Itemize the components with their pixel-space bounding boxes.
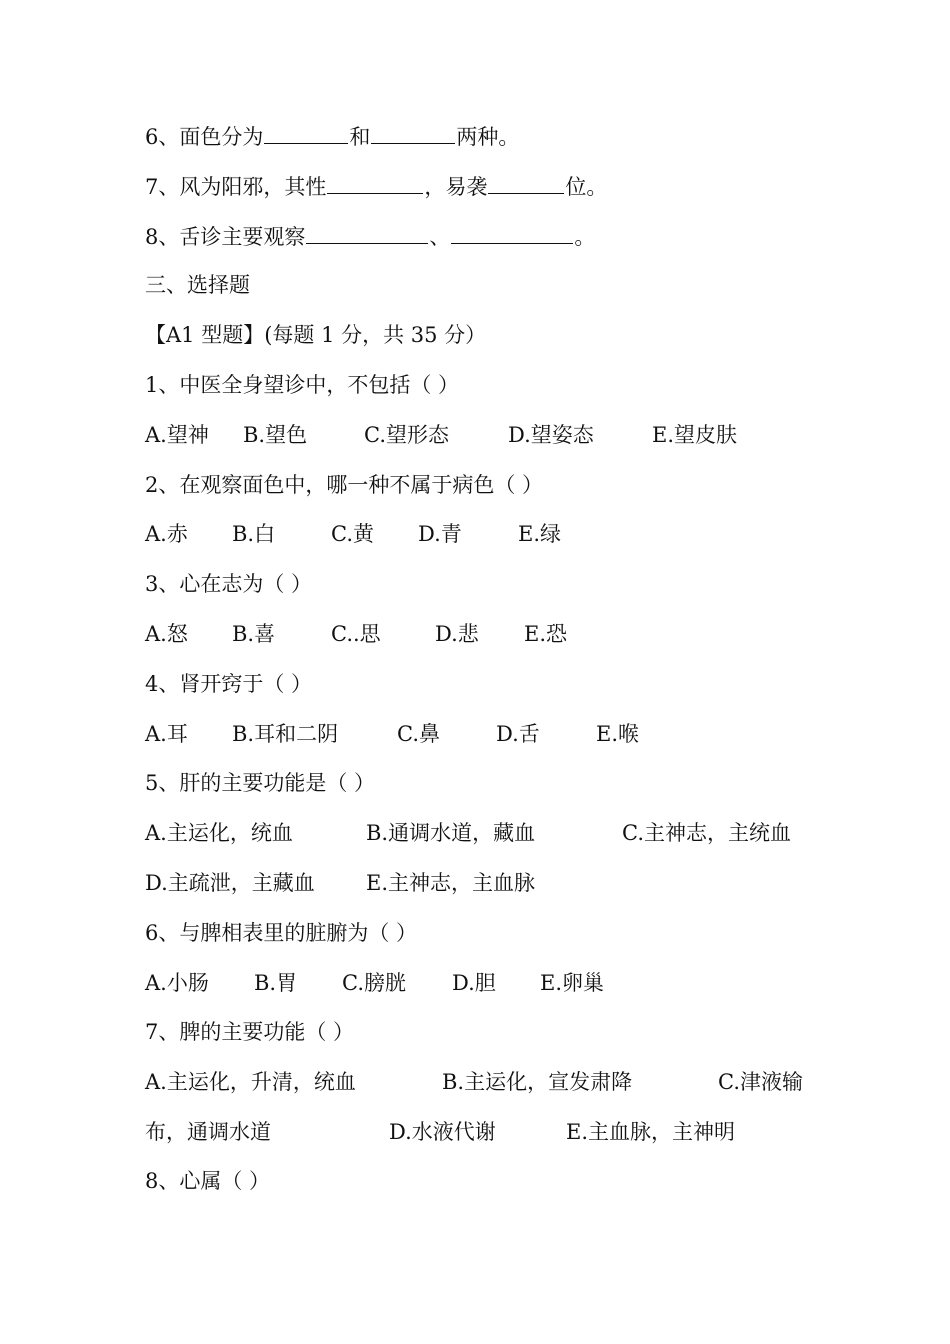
- option-d[interactable]: D.青: [418, 522, 462, 546]
- option-d[interactable]: D.胆: [452, 971, 496, 995]
- question-text: ，易袭: [424, 175, 488, 199]
- option-a[interactable]: A.望神: [145, 423, 209, 447]
- option-a[interactable]: A.主运化，统血: [145, 821, 293, 845]
- question-text: 舌诊主要观察: [179, 225, 306, 249]
- option-b[interactable]: B.望色: [243, 423, 308, 447]
- answer-blank[interactable]: [306, 221, 428, 244]
- section-subtitle: 【A1 型题】(每题 1 分，共 35 分）: [145, 323, 487, 347]
- fill-in-question-8: [145, 221, 595, 251]
- option-c-continued: 布，通调水道: [145, 1120, 271, 1144]
- option-e[interactable]: E.望皮肤: [652, 423, 738, 447]
- option-b[interactable]: B.通调水道，藏血: [366, 821, 536, 845]
- option-b[interactable]: B.胃: [254, 971, 298, 995]
- option-e[interactable]: E.卵巢: [540, 971, 605, 995]
- option-c[interactable]: C.主神志，主统血: [622, 821, 791, 845]
- question-stem: 7、脾的主要功能（ ）: [145, 1020, 355, 1044]
- option-b[interactable]: B.喜: [232, 622, 276, 646]
- answer-blank[interactable]: [488, 171, 564, 194]
- option-b[interactable]: B.主运化，宣发肃降: [442, 1070, 633, 1094]
- answer-blank[interactable]: [264, 121, 348, 144]
- option-a[interactable]: A.小肠: [145, 971, 209, 995]
- answer-blank[interactable]: [451, 221, 573, 244]
- option-d[interactable]: D.悲: [435, 622, 479, 646]
- option-e[interactable]: E.主神志，主血脉: [366, 871, 536, 895]
- question-stem: 5、肝的主要功能是（ ）: [145, 771, 376, 795]
- question-stem: 3、心在志为（ ）: [145, 572, 313, 596]
- question-stem: 1、中医全身望诊中，不包括（ ）: [145, 373, 460, 397]
- answer-blank[interactable]: [327, 171, 423, 194]
- question-text: 。: [574, 225, 596, 249]
- question-stem: 4、肾开窍于（ ）: [145, 672, 313, 696]
- option-a[interactable]: A.赤: [145, 522, 188, 546]
- option-c[interactable]: C..思: [331, 622, 381, 646]
- answer-blank[interactable]: [371, 121, 455, 144]
- option-c[interactable]: C.津液输: [718, 1070, 803, 1094]
- question-number: 8、: [145, 225, 180, 249]
- option-e[interactable]: E.主血脉，主神明: [566, 1120, 736, 1144]
- option-a[interactable]: A.主运化，升清，统血: [145, 1070, 356, 1094]
- option-d[interactable]: D.主疏泄，主藏血: [145, 871, 315, 895]
- option-a[interactable]: A.怒: [145, 622, 188, 646]
- question-number: 6、: [145, 125, 180, 149]
- fill-in-question-7: [145, 171, 607, 201]
- question-text: 位。: [565, 175, 608, 199]
- option-c[interactable]: C.鼻: [397, 722, 440, 746]
- question-stem: 8、心属（ ）: [145, 1169, 271, 1193]
- option-c[interactable]: C.黄: [331, 522, 374, 546]
- option-d[interactable]: D.望姿态: [508, 423, 594, 447]
- question-text: 、: [429, 225, 451, 249]
- option-b[interactable]: B.白: [232, 522, 276, 546]
- section-title: 三、选择题: [145, 273, 250, 297]
- question-stem: 2、在观察面色中，哪一种不属于病色（ ）: [145, 473, 544, 497]
- option-c[interactable]: C.望形态: [364, 423, 449, 447]
- question-text: 两种。: [456, 125, 520, 149]
- option-d[interactable]: D.舌: [496, 722, 540, 746]
- option-b[interactable]: B.耳和二阴: [232, 722, 339, 746]
- option-e[interactable]: E.恐: [524, 622, 568, 646]
- question-number: 7、: [145, 175, 180, 199]
- option-e[interactable]: E.绿: [518, 522, 562, 546]
- fill-in-question-6: [145, 121, 519, 151]
- option-e[interactable]: E.喉: [596, 722, 640, 746]
- question-text: 风为阳邪，其性: [179, 175, 327, 199]
- option-c[interactable]: C.膀胱: [342, 971, 406, 995]
- question-text: 和: [349, 125, 371, 149]
- question-text: 面色分为: [179, 125, 264, 149]
- option-d[interactable]: D.水液代谢: [389, 1120, 496, 1144]
- option-a[interactable]: A.耳: [145, 722, 188, 746]
- question-stem: 6、与脾相表里的脏腑为（ ）: [145, 921, 418, 945]
